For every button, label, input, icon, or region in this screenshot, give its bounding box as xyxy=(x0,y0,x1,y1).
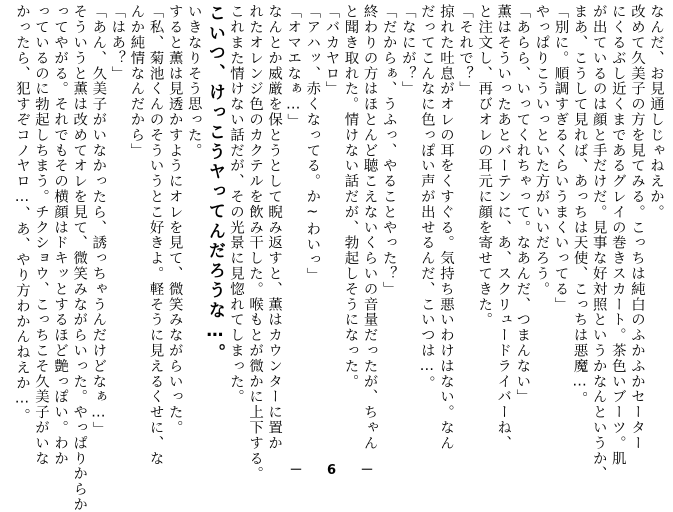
text-line: と聞き取れた。情けない話だが、勃起しそうになった。 xyxy=(342,4,359,389)
text-line: と注文し、再びオレの耳元に顔を寄せてきた。 xyxy=(476,4,493,328)
text-line: 「オマエなぁ…」 xyxy=(285,4,302,129)
text-line: やっぱりこういっといた方がいいだろう。 xyxy=(533,4,550,297)
text-line: っているのに勃起しちまう。チクショウ、こっちこそ久美子がいな xyxy=(33,4,49,466)
text-line: ってやがる。それでもその横顔はドキッとするほど艶っぽい。わか xyxy=(52,4,69,466)
text-line: 「アハッ、赤くなってる。か~わいっ」 xyxy=(304,4,321,283)
text-line: 「私、菊池くんのそういうとこ好きよ。軽そうに見えるくせに、な xyxy=(147,4,164,466)
text-line: 「あらら、いってくれちゃって。なあんだ、つまんない」 xyxy=(514,4,531,405)
text-line: いきなりそう思った。 xyxy=(185,4,202,158)
text-line: 「はあ？」 xyxy=(109,4,126,81)
text-line: 改めて久美子の方を見てみる。こっちは純白のふかふかセーター xyxy=(628,4,645,451)
text-line: そういうと薫は改めてオレを見て、微笑みながらいった。やっぱりからか xyxy=(71,4,88,512)
text-line: 「なにが？」 xyxy=(399,4,416,97)
text-line: 「別に。順調すぎるくらいうまくいってる」 xyxy=(552,4,569,312)
page-number: － 6 － xyxy=(289,463,384,478)
text-line: かったら、犯すぞコノヤロ…、あ、やり方わかんねえか…。 xyxy=(13,4,30,423)
text-line: 「それで？」 xyxy=(457,4,474,97)
text-line: なんだ、お見通しじゃねえか。 xyxy=(648,4,664,220)
text-line: 「だからぁ、うふっ、やることやった？」 xyxy=(380,4,397,297)
emphasized-text-line: こいつ、けっこうヤってんだろうな…。 xyxy=(204,4,225,364)
text-line: 薫はそういったあとバーテンに、あ、スクリュードライバーね、 xyxy=(495,4,512,451)
text-line: 「バカヤロ」 xyxy=(323,4,340,97)
text-line: れたオレンジ色のカクテルを飲み干した。喉もとが微かに上下する。 xyxy=(247,4,264,482)
text-line: だってこんなに色っぽい声が出せるんだ、こいつは…。 xyxy=(418,4,435,391)
text-line: これまた情けない話だが、その光景に見惚れてしまった。 xyxy=(227,4,244,405)
text-line: 「あん、久美子がいなかったら、誘っちゃうんだけどなぁ…」 xyxy=(90,4,107,437)
text-line: 掠れた吐息がオレの耳をくすぐる。気持ち悪いわけはない。なん xyxy=(437,4,454,451)
vertical-text-body xyxy=(12,4,665,512)
text-line: んか純情なんだから」 xyxy=(128,4,145,158)
text-line: 終わりの方はほとんど聴こえないくらいの音量だったが、ちゃん xyxy=(361,4,378,451)
text-line: なんとか威厳を保とうとして睨み返すと、薫はカウンターに置か xyxy=(266,4,283,451)
text-line: まあ、こうして見れば、あっちは天使、こっちは悪魔…。 xyxy=(571,4,588,406)
text-line: にくるぶし近くまであるグレイの巻きスカート。茶色いブーツ。肌 xyxy=(609,4,626,466)
text-line: すると薫は見透かすようにオレを見て、微笑みながらいった。 xyxy=(166,4,183,436)
text-line: が出ているのは顔と手だけだ。見事な好対照というかなんというか、 xyxy=(590,4,607,482)
